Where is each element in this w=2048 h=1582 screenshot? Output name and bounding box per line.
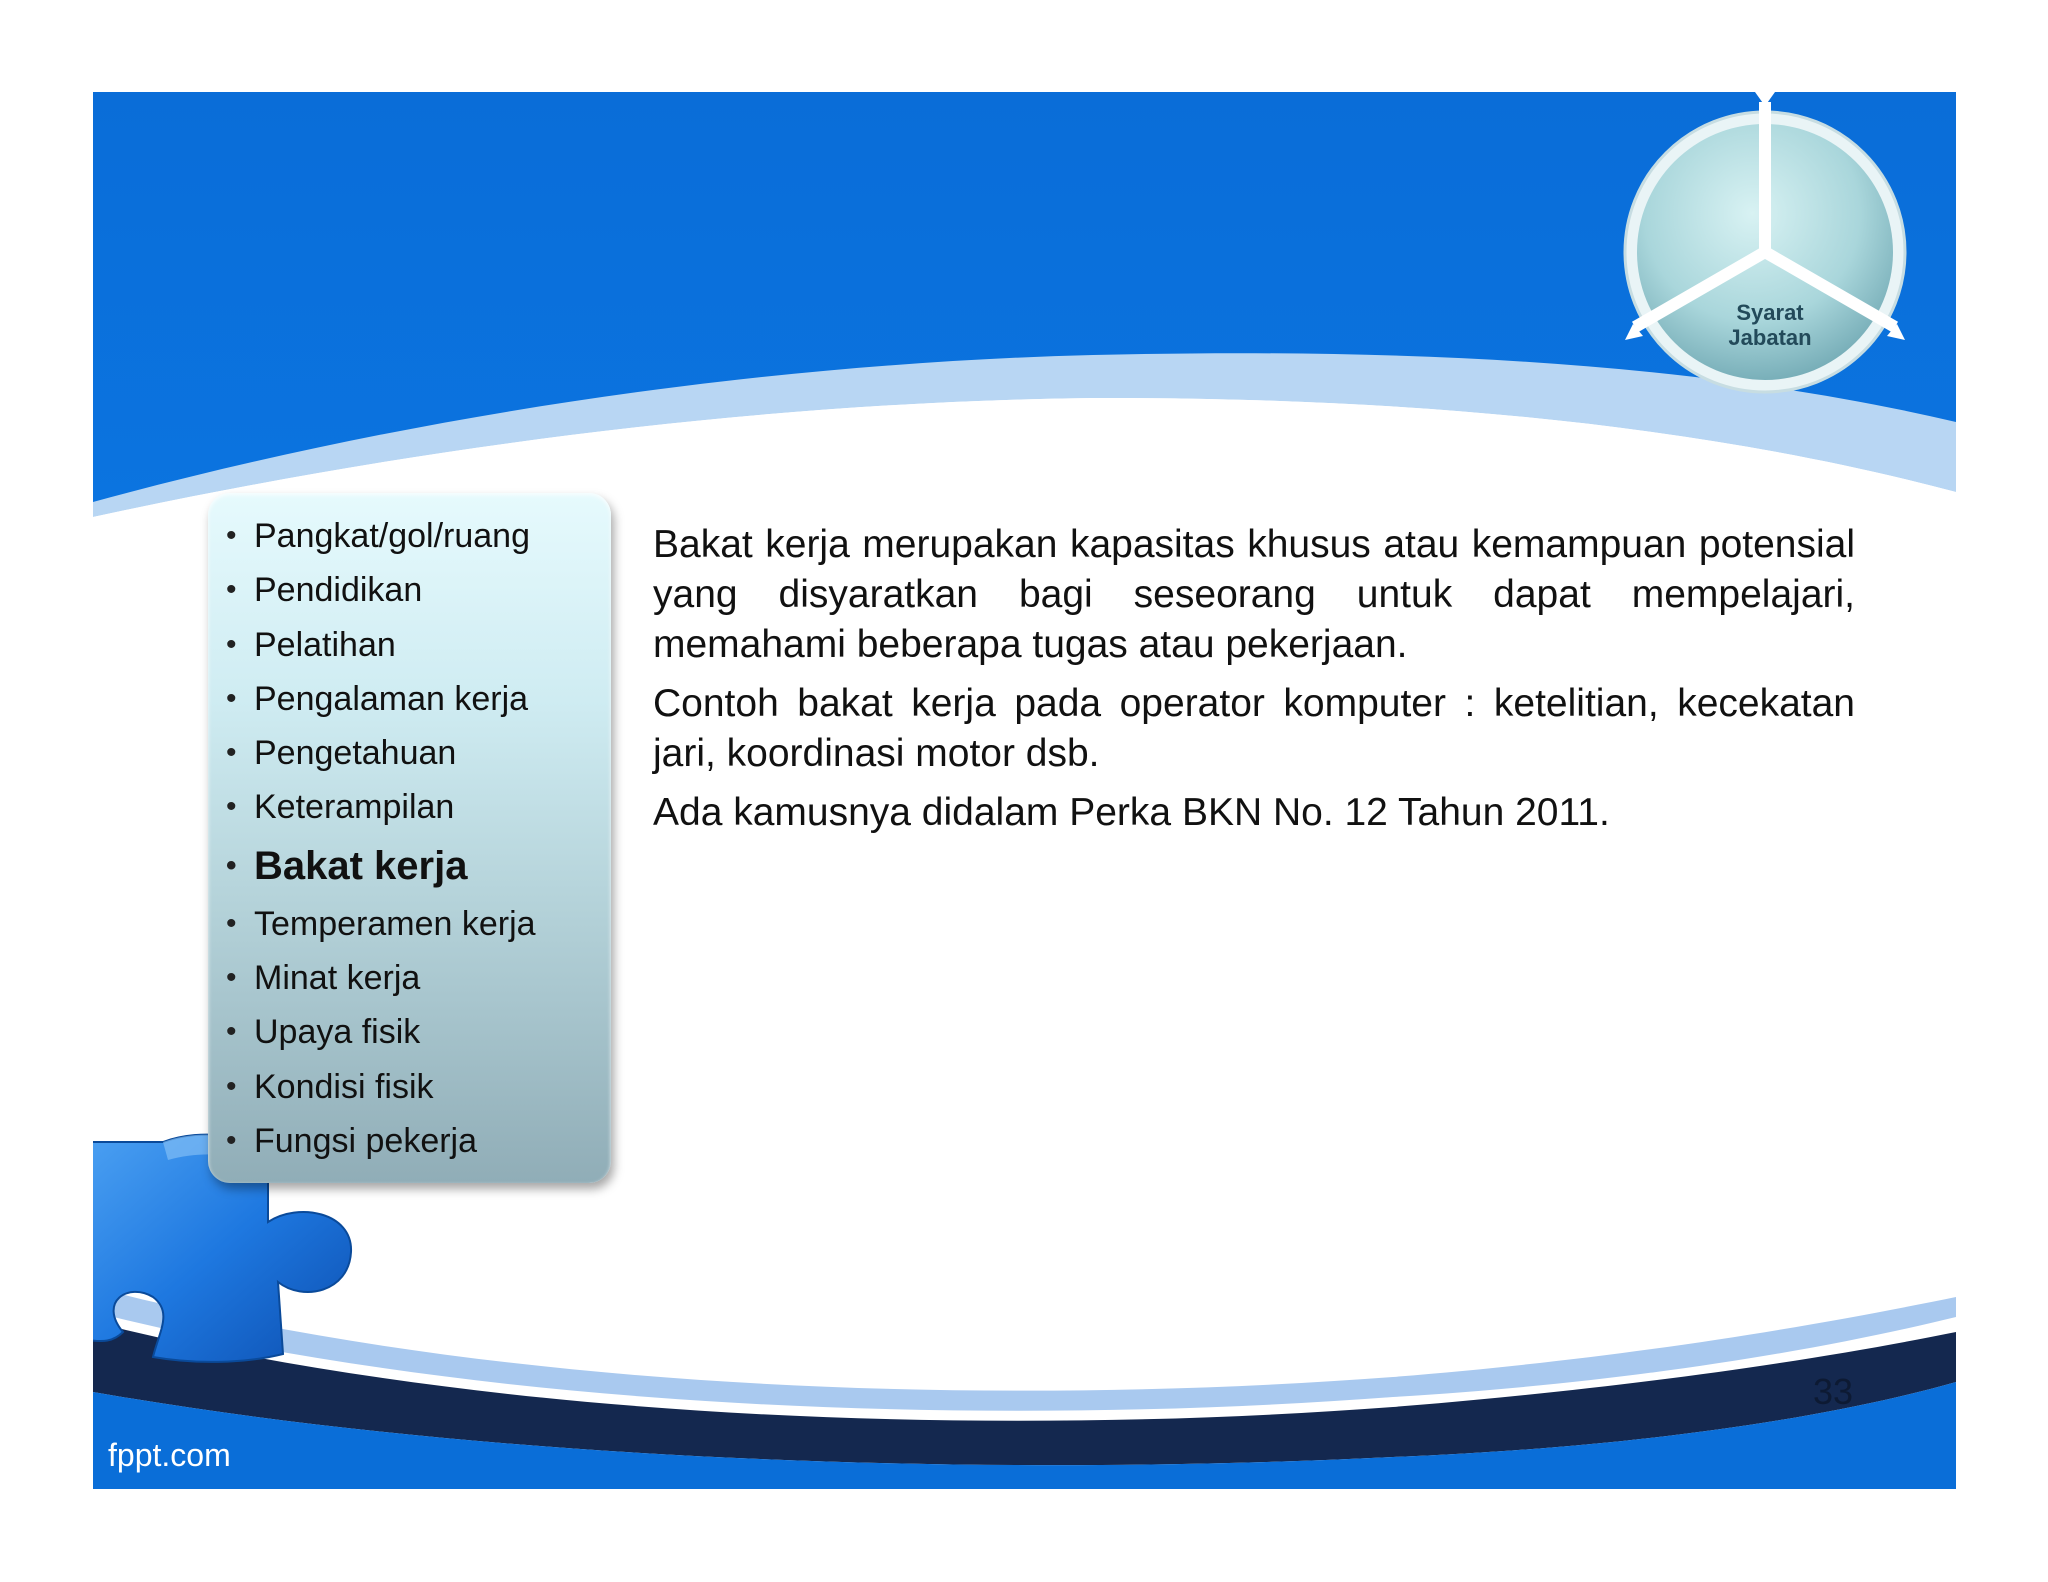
list-item-temperamen-kerja: • Temperamen kerja (226, 897, 611, 951)
definition-paragraph: Bakat kerja merupakan kapasitas khusus atau kemampuan potensial yang disyaratkan bagi seseorang untuk dapat mempelajari, memahami beberapa tugas atau pekerjaan. (653, 523, 1855, 666)
list-item-pengetahuan: • Pengetahuan (226, 726, 611, 780)
list-item-pangkat: • Pangkat/gol/ruang (226, 509, 611, 563)
list-item-upaya-fisik: • Upaya fisik (226, 1005, 611, 1059)
requirements-panel (208, 493, 611, 1183)
list-item-fungsi-pekerja: • Fungsi pekerja (226, 1114, 611, 1168)
list-item-keterampilan: • Keterampilan (226, 780, 611, 834)
requirements-list (208, 493, 611, 1168)
page-number: 33 (1812, 1371, 1854, 1412)
slide (93, 92, 1956, 1489)
cycle-center-label: Syarat Jabatan (1728, 300, 1812, 350)
list-item-pengalaman-kerja: • Pengalaman kerja (226, 672, 611, 726)
list-item-bakat-kerja-active: • Bakat kerja (226, 835, 611, 897)
brand-label: fppt.com (108, 1437, 231, 1473)
reference-paragraph: Ada kamusnya didalam Perka BKN No. 12 Tahun 2011. (653, 791, 1610, 834)
cycle-diagram-icon (1615, 92, 1915, 402)
list-item-kondisi-fisik: • Kondisi fisik (226, 1060, 611, 1114)
list-item-minat-kerja: • Minat kerja (226, 951, 611, 1005)
list-item-pendidikan: • Pendidikan (226, 563, 611, 617)
main-content (653, 520, 1855, 847)
list-item-pelatihan: • Pelatihan (226, 618, 611, 672)
example-paragraph: Contoh bakat kerja pada operator komputer : ketelitian, kecekatan jari, koordinasi motor dsb. (653, 682, 1855, 775)
